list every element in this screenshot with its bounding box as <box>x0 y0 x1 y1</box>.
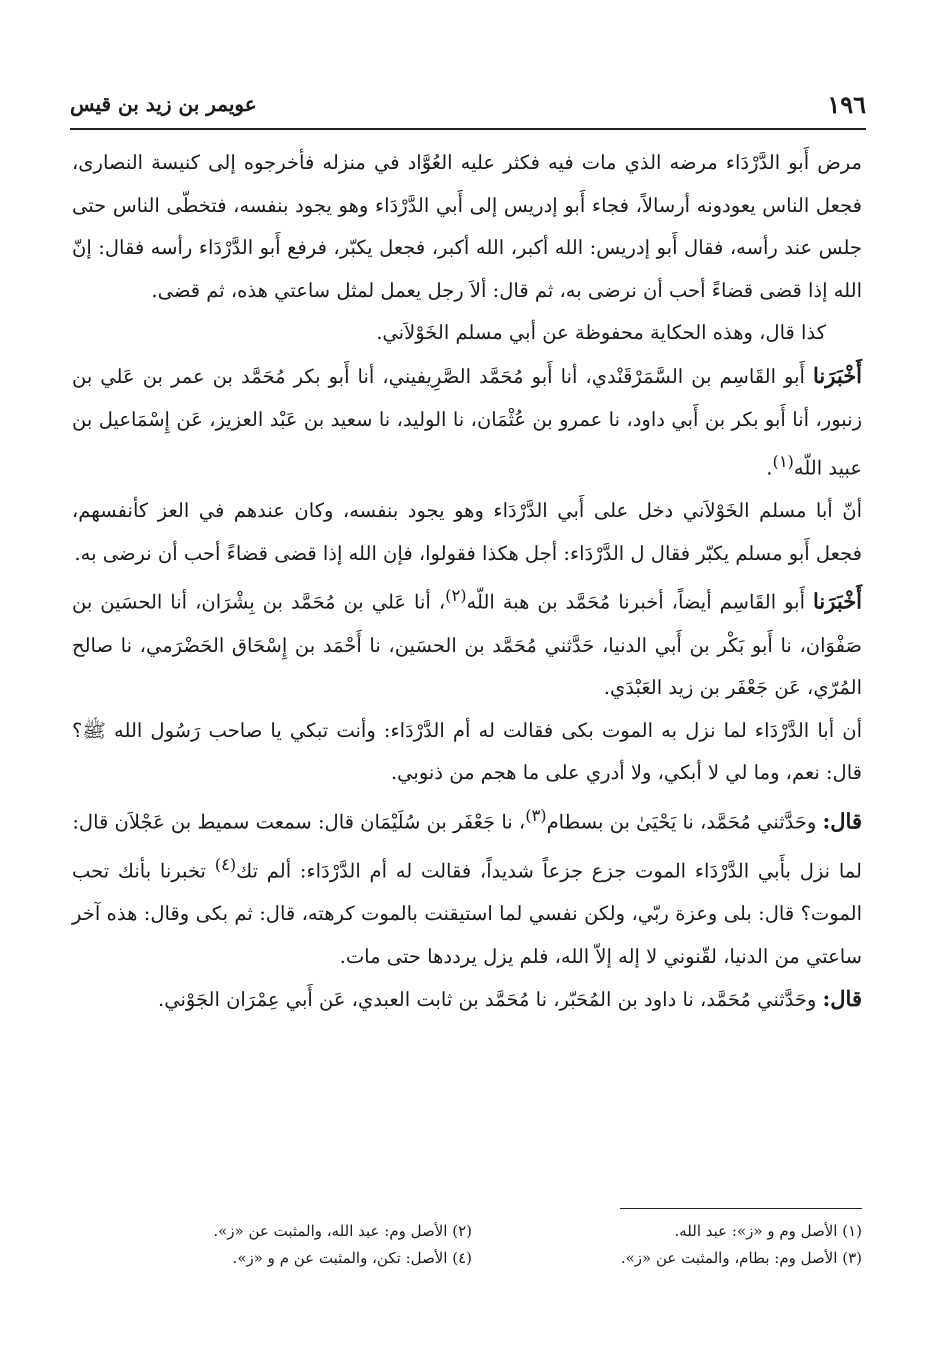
paragraph-1: مرض أَبو الدَّرْدَاء مرضه الذي مات فيه فكثر عليه العُوَّاد في منزله فأخرجوه إلى كنيسة النصارى، فجعل الناس يعودونه أرسالاً، فجاء أَبو إدريس إلى أَبي الدَّرْدَاء وهو يجود بنفسه، فتخطّى الناس حتى جلس عند رأسه، فقال أَبو إدريس: الله أكبر، الله أكبر، فجعل يكبّر، فرفع أَبو الدَّرْدَاء رأسه فقال: إنّ الله إذا قضى قضاءً أحب أن نرضى به، ثم قال: ألاَ رجل يعمل لمثل ساعتي هذه، ثم قضى. <box>72 151 862 302</box>
footnote-1: (١) الأصل وم و «ز»: عبد الله. <box>674 1222 862 1240</box>
paragraph-7-text-a: وحَدَّثني مُحَمَّد، نا يَحْيَىٰ بن بسطام <box>546 810 817 834</box>
paragraph-9 <box>72 978 862 1022</box>
main-text <box>72 142 862 1022</box>
paragraph-9-text: وحَدَّثني مُحَمَّد، نا داود بن المُحَبّر، نا مُحَمَّد بن ثابت العبدي، عَن أَبي عِمْرَان الجَوْني. <box>158 988 817 1012</box>
paragraph-6: أن أبا الدَّرْدَاء لما نزل به الموت بكى فقالت له أم الدَّرْدَاء: وأنت تبكي يا صاحب رَسُول الله ﷺ؟ قال: نعم، وما لي لا أبكي، ولا أدري على ما هجم من ذنوبي. <box>72 718 862 785</box>
paragraph-3-end: . <box>766 456 773 480</box>
paragraph-8-text-a: لما نزل بأَبي الدَّرْدَاء الموت جزع جزعاً شديداً، فقالت له أم الدَّرْدَاء: ألم تك <box>236 859 862 883</box>
paragraph-3-lead: أَخْبَرَنا <box>813 362 863 388</box>
paragraph-8 <box>72 844 862 978</box>
header-rule <box>70 128 866 130</box>
paragraph-4: أنّ أبا مسلم الخَوْلاَني دخل على أَبي الدَّرْدَاء وهو يجود بنفسه، وكان عندهم في العز كأنفسهم، فجعل أَبو مسلم يكبّر فقال ل الدَّرْدَاء: أجل هكذا فقولوا، فإن الله إذا قضى قضاءً أحب أن نرضى به. <box>72 499 862 565</box>
paragraph-5-lead: أَخْبَرَنا <box>813 588 863 614</box>
paragraph-3-text: أَبو القَاسِم بن السَّمَرْقَنْدي، أنا أَبو مُحَمَّد الصَّرِيفيني، أنا أَبو بكر مُحَمَّد بن عمر بن عَلي بن زنبور، أنا أَبو بكر بن أَبي داود، نا عمرو بن عُثْمَان، نا الوليد، نا سعيد بن عَبْد العزيز، عَن إِسْمَاعيل بن عبيد اللّه <box>72 364 862 480</box>
paragraph-7-text-b: ، نا جَعْفَر بن سُلَيْمَان قال: سمعت سميط بن عَجْلاَن قال: <box>72 810 526 834</box>
footnote-ref-3: (٣) <box>525 805 547 825</box>
footnote-ref-1: (١) <box>772 452 794 472</box>
paragraph-5 <box>72 575 862 709</box>
footnote-4: (٤) الأصل: تكن، والمثبت عن م و «ز». <box>232 1249 472 1267</box>
page-header <box>70 86 866 126</box>
paragraph-8-text-b: تخبرنا بأنك تحب الموت؟ قال: بلى وعزة ربّي، ولكن نفسي لما استيقنت بالموت كرهته، قال: ثم بكى وقال: هذه آخر ساعتي من الدنيا، لقّنوني لا إله إلاّ الله، فلم يزل يرددها حتى مات. <box>72 859 862 968</box>
footnote-3: (٣) الأصل وم: بطام، والمثبت عن «ز». <box>620 1249 862 1267</box>
paragraph-5-text-a: أَبو القَاسِم أيضاً، أخبرنا مُحَمَّد بن هبة اللّه <box>466 590 806 614</box>
paragraph-5-text-b: ، أنا عَلي بن مُحَمَّد بن بِشْرَان، أنا الحسَين بن صَفْوَان، نا أَبو بَكْر بن أَبي الدنيا، حَدَّثني مُحَمَّد بن الحسَين، نا أَحْمَد بن إِسْحَاق الحَضْرَمي، نا صالح المُرّي، عَن جَعْفَر بن زيد العَبْدَي. <box>72 590 862 700</box>
running-title: عويمر بن زيد بن قيس <box>70 92 257 116</box>
page-number: ١٩٦ <box>827 90 866 119</box>
paragraph-7 <box>72 795 862 844</box>
paragraph-7-lead: قال: <box>822 808 862 834</box>
paragraph-9-lead: قال: <box>822 986 862 1012</box>
footnote-ref-2: (٢) <box>445 586 467 606</box>
footnote-ref-4: (٤) <box>214 855 237 874</box>
paragraph-3 <box>72 355 862 490</box>
paragraph-2: كذا قال، وهذه الحكاية محفوظة عن أبي مسلم الخَوْلاَني. <box>376 321 826 345</box>
footnote-2: (٢) الأصل وم: عبد الله، والمثبت عن «ز». <box>213 1222 472 1240</box>
footnote-rule <box>620 1208 862 1209</box>
